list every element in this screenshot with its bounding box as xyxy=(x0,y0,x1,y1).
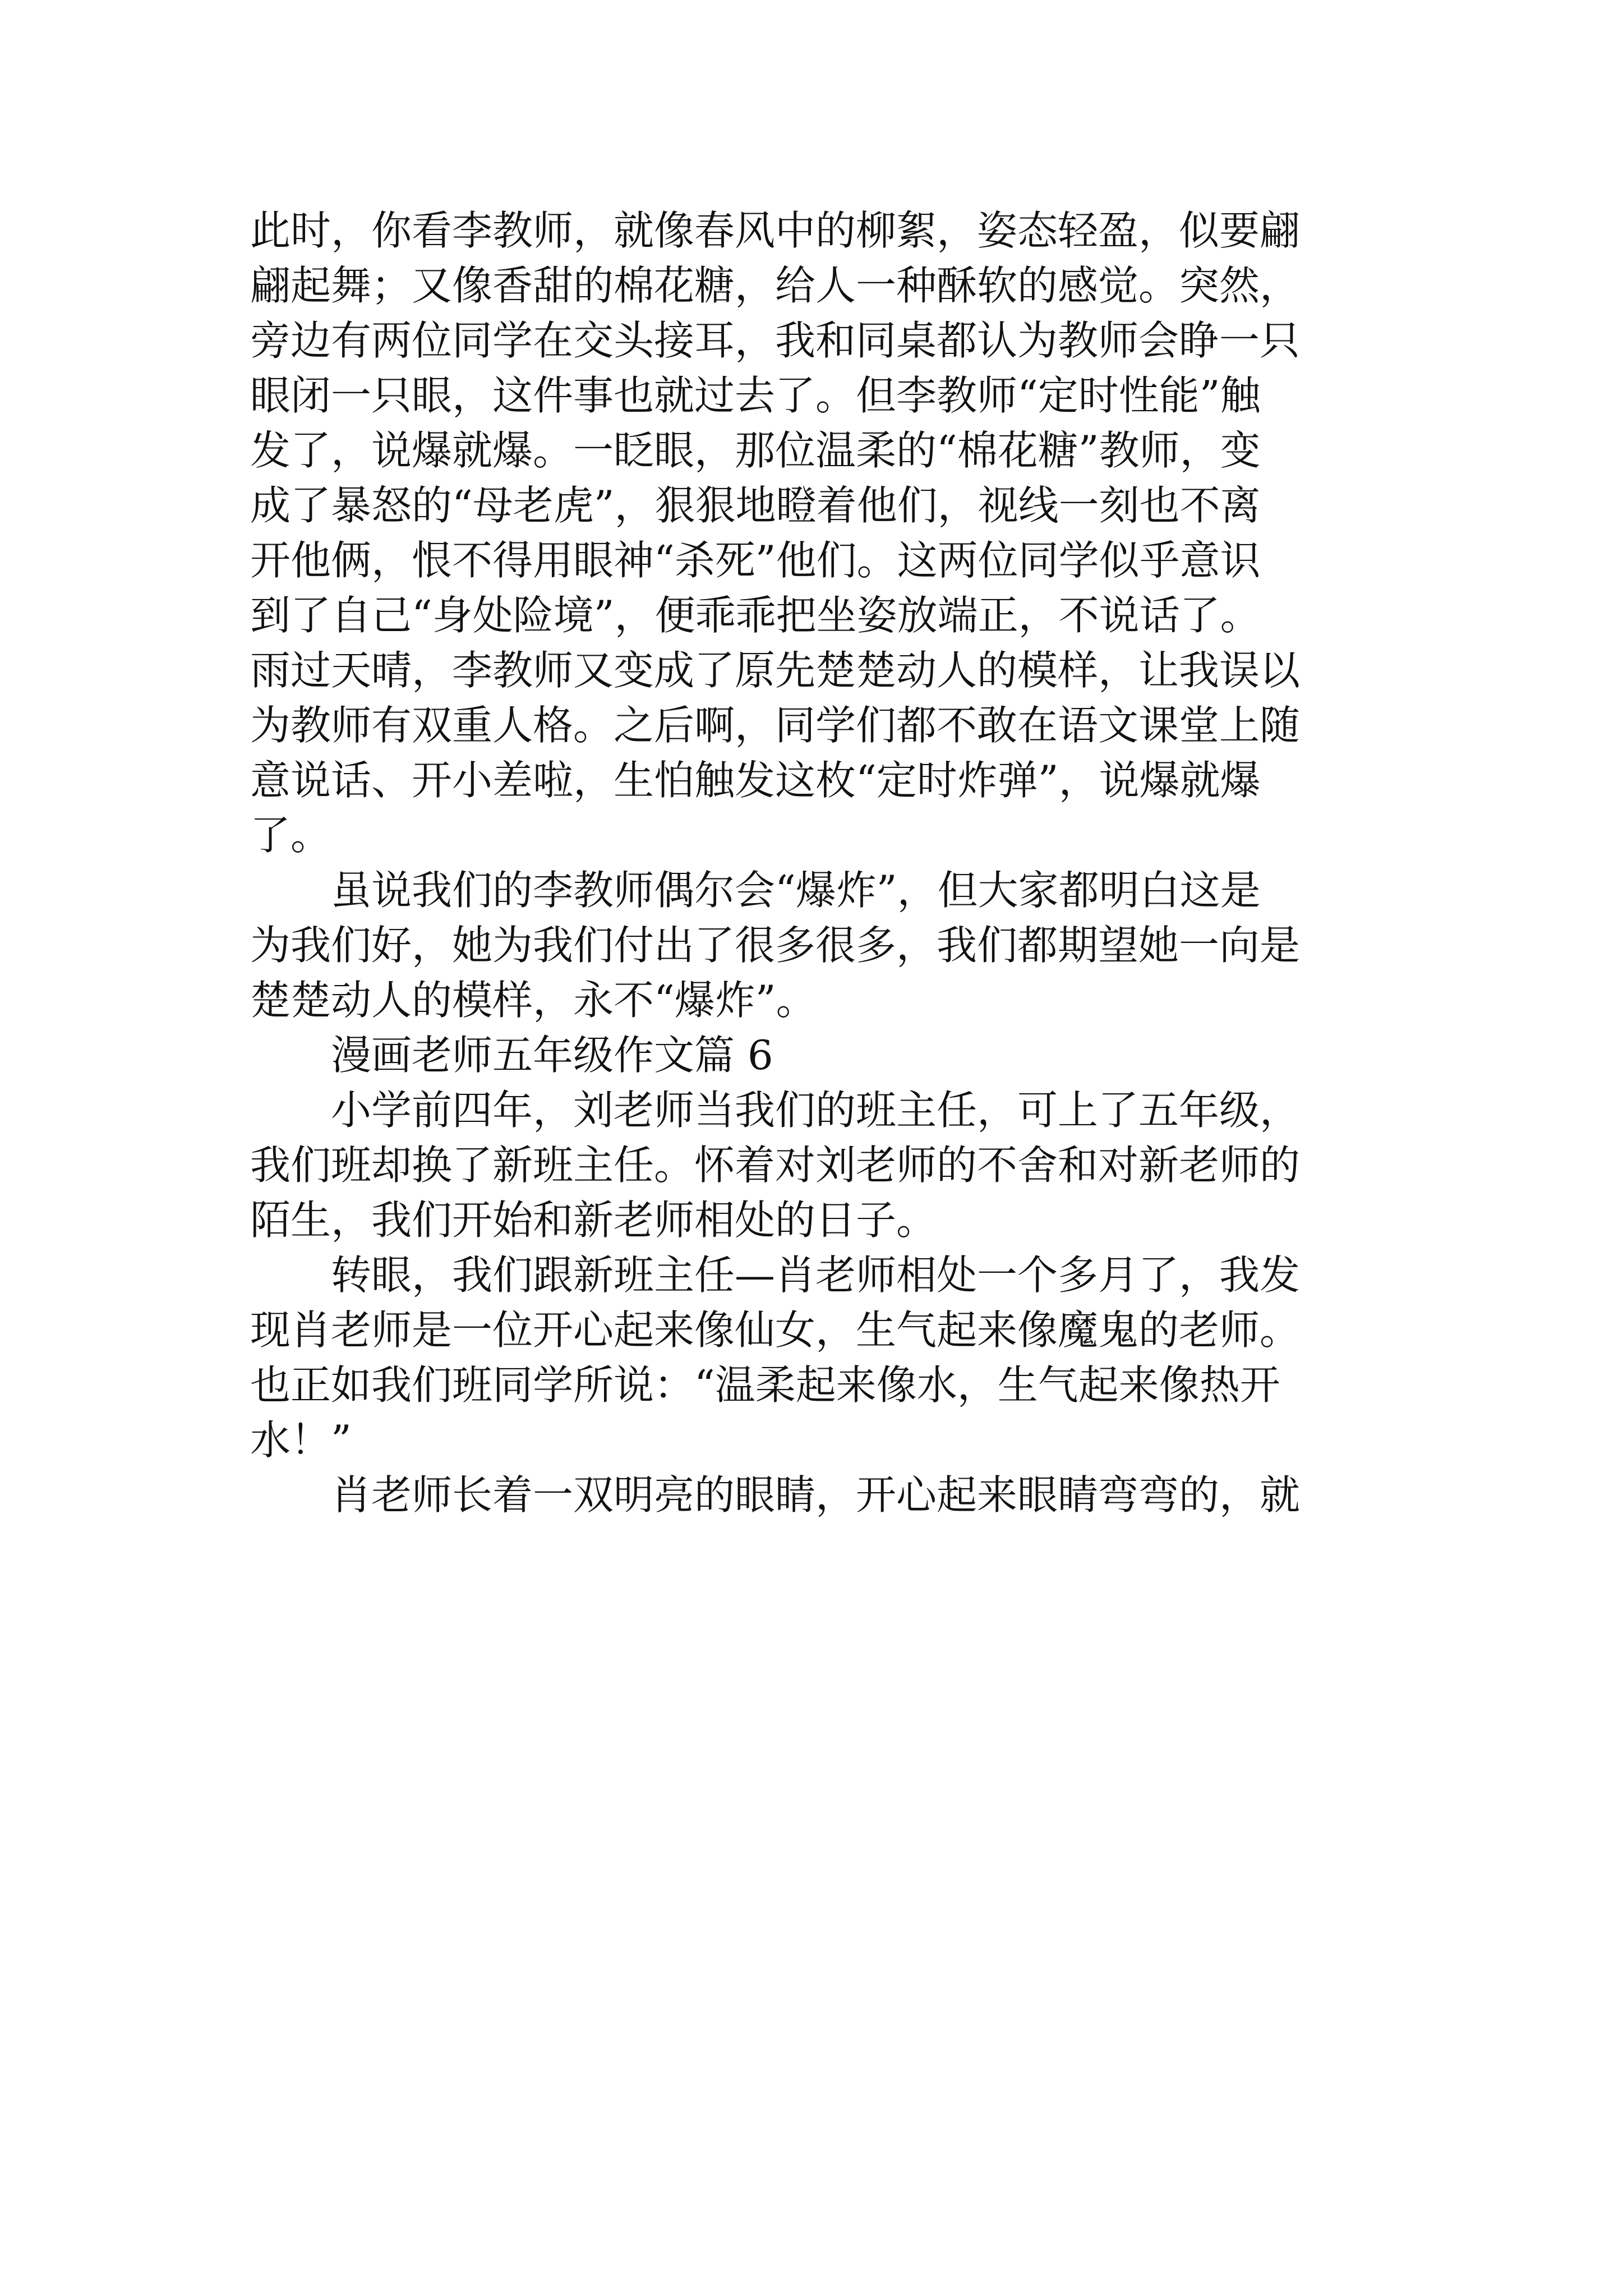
text-line: 转眼，我们跟新班主任—肖老师相处一个多月了，我发 xyxy=(250,1251,1301,1299)
text-line: 到了自己“身处险境”，便乖乖把坐姿放端正，不说话了。 xyxy=(250,592,1261,639)
text-line: 现肖老师是一位开心起来像仙女，生气起来像魔鬼的老师。 xyxy=(250,1306,1301,1354)
text-line: 开他俩，恨不得用眼神“杀死”他们。这两位同学似乎意识 xyxy=(250,537,1261,584)
section-heading: 漫画老师五年级作文篇 6 xyxy=(250,1032,773,1079)
text-line: 意说话、开小差啦，生怕触发这枚“定时炸弹”，说爆就爆 xyxy=(250,757,1261,804)
text-line: 为我们好，她为我们付出了很多很多，我们都期望她一向是 xyxy=(250,922,1301,969)
text-line: 雨过天晴，李教师又变成了原先楚楚动人的模样，让我误以 xyxy=(250,647,1301,694)
text-line: 成了暴怒的“母老虎”，狠狠地瞪着他们，视线一刻也不离 xyxy=(250,482,1261,529)
text-line: 虽说我们的李教师偶尔会“爆炸”，但大家都明白这是 xyxy=(250,867,1261,914)
text-line: 此时，你看李教师，就像春风中的柳絮，姿态轻盈，似要翩 xyxy=(250,207,1301,254)
text-line: 小学前四年，刘老师当我们的班主任，可上了五年级， xyxy=(250,1087,1301,1134)
essay-body xyxy=(250,203,1389,1522)
text-line: 水！” xyxy=(250,1416,352,1464)
text-line: 肖老师长着一双明亮的眼睛，开心起来眼睛弯弯的，就 xyxy=(250,1471,1301,1519)
text-line: 翩起舞；又像香甜的棉花糖，给人一种酥软的感觉。突然， xyxy=(250,262,1301,309)
text-line: 为教师有双重人格。之后啊，同学们都不敢在语文课堂上随 xyxy=(250,702,1301,749)
text-line: 我们班却换了新班主任。怀着对刘老师的不舍和对新老师的 xyxy=(250,1142,1301,1189)
text-line: 眼闭一只眼，这件事也就过去了。但李教师“定时性能”触 xyxy=(250,372,1261,419)
text-line: 了。 xyxy=(250,812,331,859)
text-line: 旁边有两位同学在交头接耳，我和同桌都认为教师会睁一只 xyxy=(250,317,1301,364)
text-line: 也正如我们班同学所说：“温柔起来像水，生气起来像热开 xyxy=(250,1361,1280,1409)
text-line: 楚楚动人的模样，永不“爆炸”。 xyxy=(250,977,817,1024)
text-line: 陌生，我们开始和新老师相处的日子。 xyxy=(250,1197,937,1244)
text-line: 发了，说爆就爆。一眨眼，那位温柔的“棉花糖”教师，变 xyxy=(250,427,1261,474)
